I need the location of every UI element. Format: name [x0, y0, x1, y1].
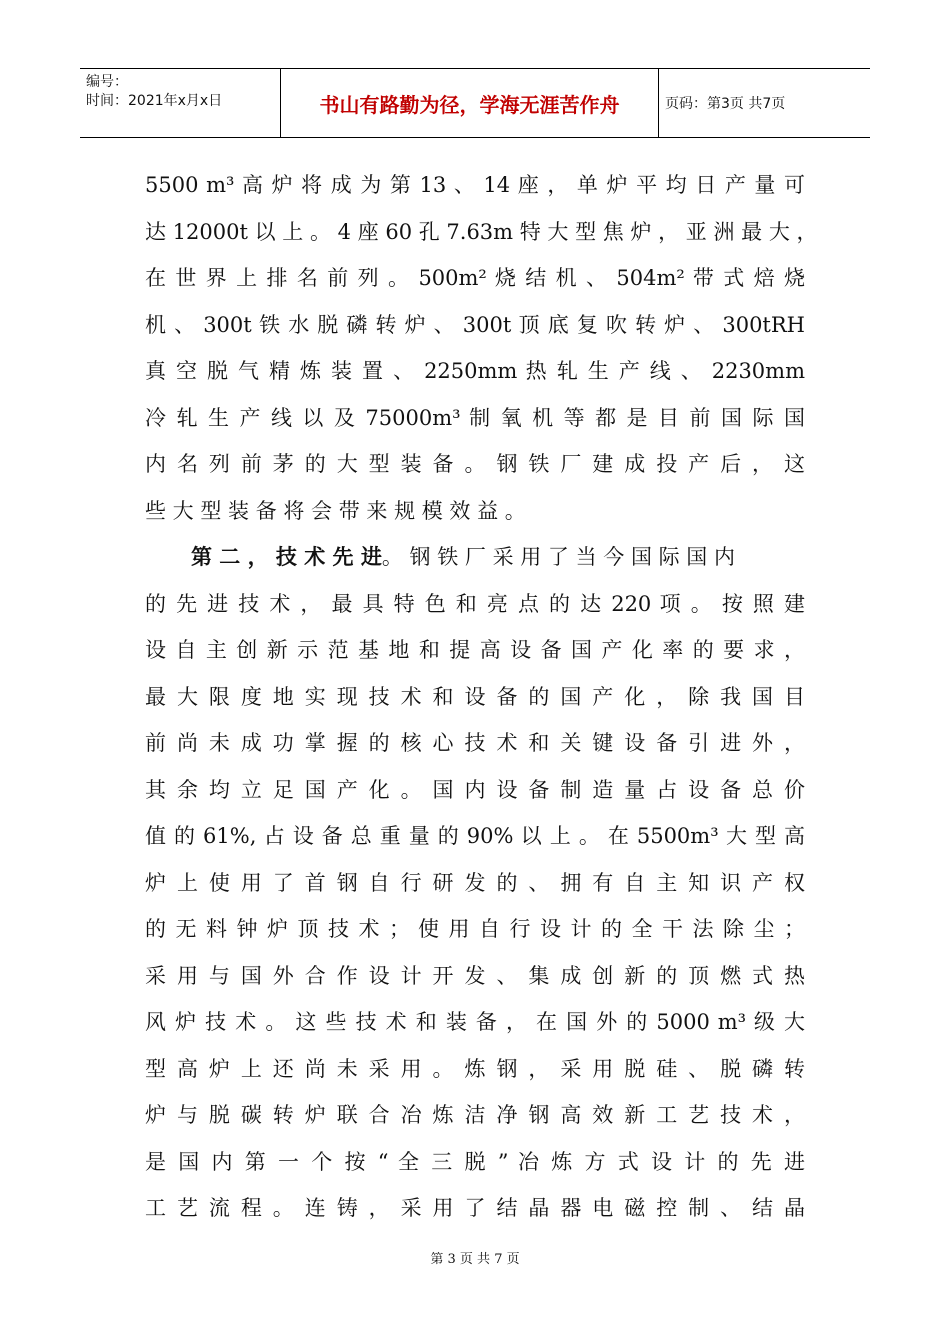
- text-line: 型 高 炉 上 还 尚 未 采 用 。 炼 钢 ， 采 用 脱 硅 、 脱 磷 转: [145, 1056, 805, 1081]
- page-header: [80, 68, 870, 138]
- text-line: 些 大 型 装 备 将 会 带 来 规 模 效 益 。: [145, 498, 526, 523]
- text-line: 采 用 与 国 外 合 作 设 计 开 发 、 集 成 创 新 的 顶 燃 式 热: [145, 963, 805, 988]
- text-line: 的 无 料 钟 炉 顶 技 术 ； 使 用 自 行 设 计 的 全 干 法 除 尘 ；: [145, 917, 805, 941]
- text-line: 设 自 主 创 新 示 范 基 地 和 提 高 设 备 国 产 化 率 的 要 求 ，: [145, 638, 805, 662]
- text-line: 前 尚 未 成 功 掌 握 的 核 心 技 术 和 关 键 设 备 引 进 外 ，: [145, 731, 805, 755]
- page-footer: 第 3 页 共 7 页: [430, 1252, 520, 1267]
- text-line: 5500 m³ 高 炉 将 成 为 第 13 、 14 座 ， 单 炉 平 均 日 产 量 可: [145, 173, 805, 197]
- text-line: 值 的 61%, 占 设 备 总 重 量 的 90% 以 上 。 在 5500m³ 大 型 高: [145, 824, 805, 848]
- text-line: 炉 上 使 用 了 首 钢 自 行 研 发 的 、 拥 有 自 主 知 识 产 权: [145, 870, 805, 895]
- paragraph-1: [145, 162, 818, 534]
- text-line: 最 大 限 度 地 实 现 技 术 和 设 备 的 国 产 化 ， 除 我 国 目: [145, 684, 805, 709]
- text-line: 内 名 列 前 茅 的 大 型 装 备 。 钢 铁 厂 建 成 投 产 后 ， 这: [145, 452, 805, 476]
- text-line: 其 余 均 立 足 国 产 化 。 国 内 设 备 制 造 量 占 设 备 总 价: [145, 777, 805, 802]
- header-page-number: 页码：第3页 共7页: [665, 96, 786, 112]
- doc-number-label: 编号：: [86, 74, 128, 90]
- text-line: 真 空 脱 气 精 炼 装 置 、 2250mm 热 轧 生 产 线 、 2230mm: [145, 359, 805, 383]
- header-motto: 书山有路勤为径，学海无涯苦作舟: [281, 69, 659, 137]
- document-body: [145, 162, 818, 1232]
- doc-time-label: 时间：2021年x月x日: [86, 93, 223, 109]
- header-meta: [80, 69, 281, 137]
- text-line: 达 12000t 以 上 。 4 座 60 孔 7.63m 特 大 型 焦 炉 ， 亚 洲 最 大 ，: [145, 219, 818, 244]
- text-line: 在 世 界 上 排 名 前 列 。 500m² 烧 结 机 、 504m² 带 式 焙 烧: [145, 266, 805, 290]
- text-line-first: [145, 534, 805, 581]
- text-line: 冷 轧 生 产 线 以 及 75000m³ 制 氧 机 等 都 是 目 前 国 际 国: [145, 405, 805, 430]
- paragraph-lead-rest: 。 钢 铁 厂 采 用 了 当 今 国 际 国 内: [381, 545, 735, 569]
- text-line: 风 炉 技 术 。 这 些 技 术 和 装 备 ， 在 国 外 的 5000 m³ 级 大: [145, 1010, 805, 1034]
- text-line: 炉 与 脱 碳 转 炉 联 合 冶 炼 洁 净 钢 高 效 新 工 艺 技 术 ，: [145, 1103, 805, 1127]
- text-line: 是 国 内 第 一 个 按 “ 全 三 脱 ” 冶 炼 方 式 设 计 的 先 进: [145, 1149, 805, 1174]
- paragraph-2: [145, 534, 805, 1232]
- text-line: 的 先 进 技 术 ， 最 具 特 色 和 亮 点 的 达 220 项 。 按 照 建: [145, 591, 805, 616]
- paragraph-lead: 第 二 ， 技 术 先 进: [191, 544, 382, 569]
- text-line: 机 、 300t 铁 水 脱 磷 转 炉 、 300t 顶 底 复 吹 转 炉 、 300tRH: [145, 312, 805, 337]
- text-line: 工 艺 流 程 。 连 铸 ， 采 用 了 结 晶 器 电 磁 控 制 、 结 晶: [145, 1196, 805, 1220]
